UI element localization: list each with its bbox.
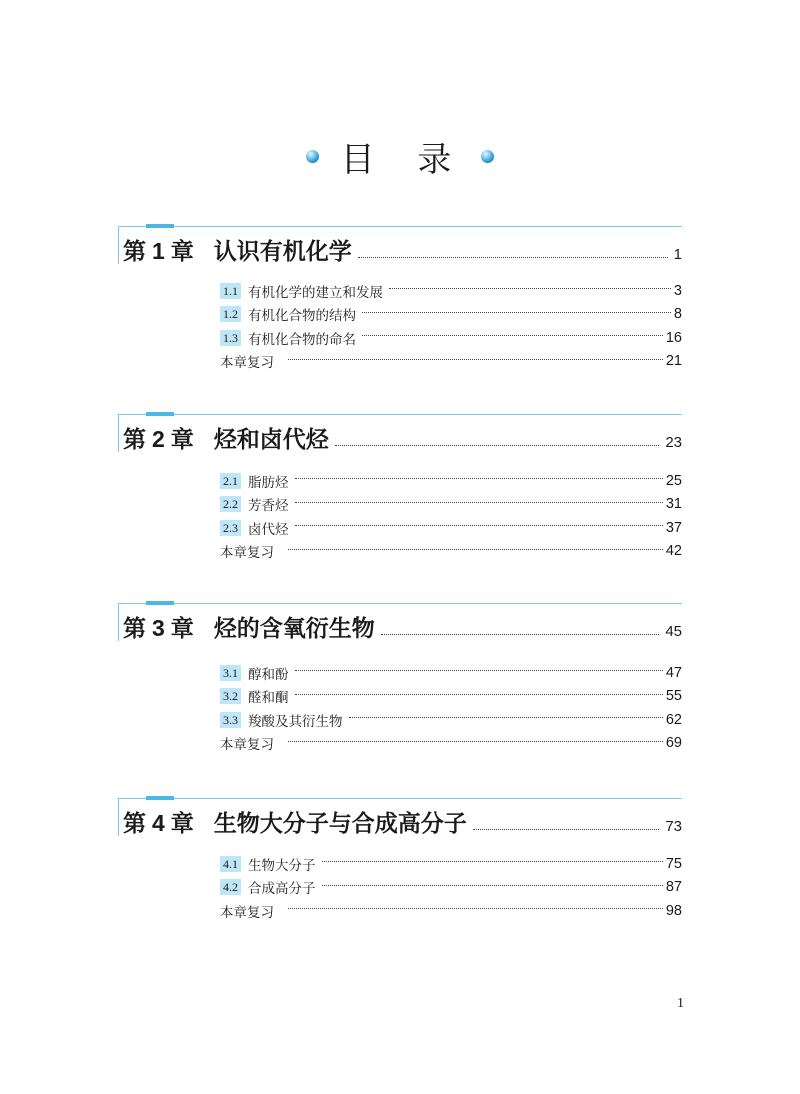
section-title: 羧酸及其衍生物 (248, 713, 343, 730)
review-page-number: 98 (665, 902, 682, 919)
review-entry[interactable] (220, 540, 682, 564)
section-list (220, 852, 682, 923)
section-title: 芳香烃 (248, 498, 289, 515)
leader-dots (335, 445, 660, 446)
chapter-entry[interactable] (123, 421, 682, 455)
leader-dots (295, 502, 663, 503)
review-title: 本章复习 (220, 355, 274, 372)
section-entry[interactable] (220, 685, 682, 709)
toc-heading: 目 录 (340, 139, 468, 180)
section-number-badge: 1.1 (220, 283, 241, 299)
section-entry[interactable] (220, 876, 682, 900)
leader-dots (288, 359, 663, 360)
section-entry[interactable] (220, 469, 682, 493)
chapter-label: 第 4 章 (123, 810, 194, 837)
leader-dots (288, 908, 663, 909)
review-title: 本章复习 (220, 737, 274, 754)
chapter-page-number: 45 (665, 623, 682, 640)
leader-dots (295, 670, 663, 671)
leader-dots (473, 829, 660, 830)
chapter-entry[interactable] (123, 233, 682, 267)
chapter-title: 认识有机化学 (213, 239, 352, 265)
section-number-badge: 3.2 (220, 688, 241, 704)
section-title: 合成高分子 (248, 881, 316, 898)
section-title: 有机化合物的命名 (248, 331, 356, 348)
review-entry[interactable] (220, 899, 682, 923)
section-number-badge: 3.3 (220, 712, 241, 728)
chapter-accent-bar (146, 224, 174, 228)
chapter-page-number: 73 (665, 818, 682, 835)
section-number-badge: 2.2 (220, 496, 241, 512)
section-title: 有机化学的建立和发展 (248, 284, 383, 301)
section-page-number: 16 (665, 329, 682, 346)
leader-dots (322, 861, 663, 862)
bullet-sphere-icon (306, 150, 319, 163)
chapter-page-number: 1 (673, 246, 682, 263)
chapter-label: 第 2 章 (123, 426, 194, 453)
section-entry[interactable] (220, 493, 682, 517)
section-page-number: 3 (673, 282, 682, 299)
section-entry[interactable] (220, 661, 682, 685)
leader-dots (288, 549, 663, 550)
section-page-number: 37 (665, 519, 682, 536)
section-page-number: 8 (673, 306, 682, 323)
chapter-rule (118, 603, 682, 604)
chapter-title: 生物大分子与合成高分子 (213, 811, 467, 837)
section-page-number: 31 (665, 496, 682, 513)
section-title: 生物大分子 (248, 857, 316, 874)
section-title: 醇和酚 (248, 666, 289, 683)
section-page-number: 47 (665, 664, 682, 681)
section-number-badge: 2.1 (220, 473, 241, 489)
review-entry[interactable] (220, 350, 682, 374)
chapter-accent-bar (146, 601, 174, 605)
review-title: 本章复习 (220, 545, 274, 562)
leader-dots (358, 257, 668, 258)
chapter-page-number: 23 (665, 434, 682, 451)
section-page-number: 62 (665, 711, 682, 728)
review-page-number: 69 (665, 735, 682, 752)
chapter-rule-left (118, 798, 119, 836)
leader-dots (362, 335, 663, 336)
section-page-number: 87 (665, 879, 682, 896)
chapter-entry[interactable] (123, 805, 682, 839)
section-entry[interactable] (220, 852, 682, 876)
section-number-badge: 1.3 (220, 330, 241, 346)
chapter-accent-bar (146, 412, 174, 416)
section-list (220, 469, 682, 563)
chapter-title: 烃和卤代烃 (213, 427, 329, 453)
chapter-rule (118, 226, 682, 227)
review-page-number: 42 (665, 543, 682, 560)
leader-dots (295, 478, 663, 479)
section-number-badge: 1.2 (220, 306, 241, 322)
review-page-number: 21 (665, 353, 682, 370)
chapter-rule-left (118, 603, 119, 641)
section-number-badge: 3.1 (220, 665, 241, 681)
section-number-badge: 4.1 (220, 856, 241, 872)
leader-dots (295, 525, 663, 526)
chapter-rule (118, 414, 682, 415)
page-folio-number: 1 (677, 996, 684, 1011)
review-entry[interactable] (220, 732, 682, 756)
section-list (220, 661, 682, 755)
leader-dots (381, 634, 660, 635)
leader-dots (389, 288, 671, 289)
chapter-label: 第 1 章 (123, 238, 194, 265)
chapter-title: 烃的含氧衍生物 (213, 616, 375, 642)
section-entry[interactable] (220, 708, 682, 732)
section-entry[interactable] (220, 326, 682, 350)
leader-dots (322, 885, 663, 886)
section-list (220, 279, 682, 373)
section-page-number: 75 (665, 855, 682, 872)
leader-dots (349, 717, 663, 718)
chapter-label: 第 3 章 (123, 615, 194, 642)
chapter-rule-left (118, 414, 119, 452)
chapter-rule (118, 798, 682, 799)
leader-dots (362, 312, 671, 313)
bullet-sphere-icon (481, 150, 494, 163)
chapter-rule-left (118, 226, 119, 264)
chapter-accent-bar (146, 796, 174, 800)
section-entry[interactable] (220, 303, 682, 327)
leader-dots (295, 694, 663, 695)
section-title: 醛和酮 (248, 690, 289, 707)
toc-heading-row (0, 133, 800, 179)
leader-dots (288, 741, 663, 742)
section-entry[interactable] (220, 279, 682, 303)
section-title: 脂肪烃 (248, 474, 289, 491)
chapter-entry[interactable] (123, 610, 682, 644)
section-entry[interactable] (220, 516, 682, 540)
section-page-number: 55 (665, 688, 682, 705)
section-title: 有机化合物的结构 (248, 308, 356, 325)
section-number-badge: 4.2 (220, 879, 241, 895)
section-number-badge: 2.3 (220, 520, 241, 536)
section-title: 卤代烃 (248, 521, 289, 538)
section-page-number: 25 (665, 472, 682, 489)
review-title: 本章复习 (220, 904, 274, 921)
